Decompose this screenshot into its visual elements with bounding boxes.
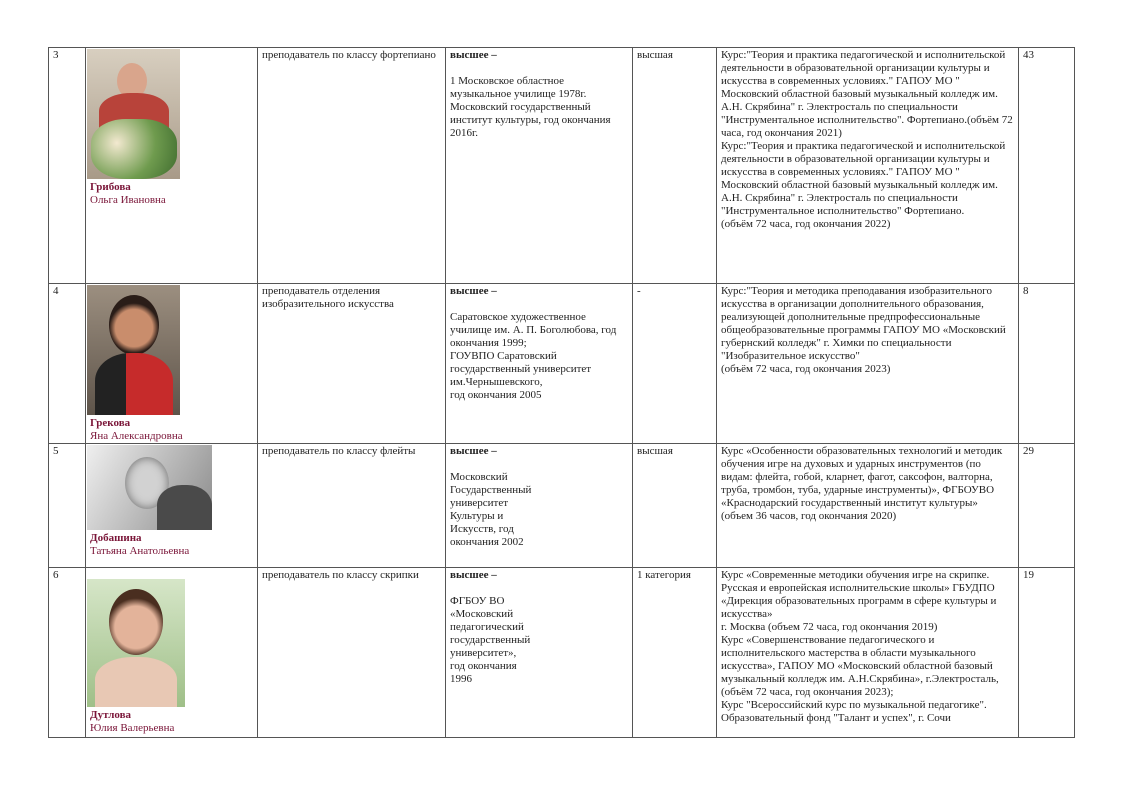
education-label: высшее – [450, 285, 497, 297]
teacher-first-name: Ольга Ивановна [90, 194, 166, 206]
education-cell [446, 284, 633, 444]
position-cell: преподаватель по классу скрипки [258, 568, 446, 738]
row-number: 3 [49, 48, 86, 284]
education-text: 1 Московское областное музыкальное училище 1978г. Московский государственный институт культуры, год окончания 2016г. [450, 75, 611, 139]
row-number: 6 [49, 568, 86, 738]
courses-cell: Курс «Современные методики обучения игре на скрипке. Русская и европейская исполнительские школы» ГБУДПО «Дирекция образовательных программ в сфере культуры и искусства» г. Москва (объем 72 часа, год окончания 2019) Курс «Совершенствование педагогического и исполнительского мастерства в области музыкального искусства», ГАПОУ МО «Московский областной базовый музыкальный колледж им. А.Н.Скрябина», г.Электросталь, (объём 72 часа, год окончания 2023); Курс "Всероссийский курс по музыкальной педагогике". Образовательный фонд "Талант и успех", г. Сочи [717, 568, 1019, 738]
education-text: Саратовское художественное училище им. А. П. Боголюбова, год окончания 1999; ГОУВПО Саратовский государственный университет им.Чернышевского, год окончания 2005 [450, 311, 617, 401]
teacher-cell [86, 284, 258, 444]
position-cell: преподаватель отделения изобразительного искусства [258, 284, 446, 444]
category-cell: высшая [633, 444, 717, 568]
teacher-last-name: Грекова [90, 417, 131, 429]
courses-cell: Курс «Особенности образовательных технологий и методик обучения игре на духовых и ударных инструментов (по видам: флейта, гобой, кларнет, фагот, саксофон, валторна, труба, тромбон, туба, ударные инструменты)», ФГБОУВО «Краснодарский государственный институт культуры» (объем 36 часов, год окончания 2020) [717, 444, 1019, 568]
position-cell: преподаватель по классу флейты [258, 444, 446, 568]
table-row [49, 444, 1075, 568]
experience-cell: 29 [1019, 444, 1075, 568]
staff-table [48, 47, 1075, 738]
teacher-first-name: Татьяна Анатольевна [90, 545, 190, 557]
teacher-last-name: Добашина [90, 532, 142, 544]
teacher-last-name: Грибова [90, 181, 131, 193]
education-label: высшее – [450, 445, 497, 457]
row-number: 4 [49, 284, 86, 444]
table-row [49, 284, 1075, 444]
experience-cell: 19 [1019, 568, 1075, 738]
experience-cell: 8 [1019, 284, 1075, 444]
education-label: высшее – [450, 49, 497, 61]
courses-cell: Курс:"Теория и методика преподавания изобразительного искусства в организации дополнительного образования, реализующей дополнительные предпрофессиональные общеобразовательные программы ГАПОУ МО «Московский губернский колледж" г. Химки по специальности "Изобразительное искусство" (объём 72 часа, год окончания 2023) [717, 284, 1019, 444]
teacher-cell [86, 568, 258, 738]
portrait-gribova-icon [87, 49, 180, 179]
teacher-first-name: Яна Александровна [90, 430, 183, 442]
category-cell: высшая [633, 48, 717, 284]
category-cell: - [633, 284, 717, 444]
education-label: высшее – [450, 569, 497, 581]
teacher-first-name: Юлия Валерьевна [90, 722, 175, 734]
education-text: Московский Государственный университет Культуры и Искусств, год окончания 2002 [450, 471, 532, 548]
portrait-dutlova-icon [87, 579, 185, 707]
position-cell: преподаватель по классу фортепиано [258, 48, 446, 284]
teacher-cell [86, 48, 258, 284]
education-text: ФГБОУ ВО «Московский педагогический государственный университет», год окончания 1996 [450, 595, 531, 685]
teacher-cell [86, 444, 258, 568]
portrait-grekova-icon [87, 285, 180, 415]
category-cell: 1 категория [633, 568, 717, 738]
education-cell [446, 48, 633, 284]
teacher-last-name: Дутлова [90, 709, 132, 721]
education-cell [446, 444, 633, 568]
courses-cell: Курс:"Теория и практика педагогической и исполнительской деятельности в образовательной организации культуры и искусства в современных условиях." ГАПОУ МО " Московский областной базовый музыкальный колледж им. А.Н. Скрябина" г. Электросталь по специальности "Инструментальное исполнительство". Фортепиано.(объём 72 часа, год окончания 2021) Курс:"Теория и практика педагогической и исполнительской деятельности в образовательной организации культуры и искусства в современных условиях." ГАПОУ МО " Московский областной базовый музыкальный колледж им. А.Н. Скрябина" г. Электросталь по специальности "Инструментальное исполнительство" Фортепиано. (объём 72 часа, год окончания 2022) [717, 48, 1019, 284]
experience-cell: 43 [1019, 48, 1075, 284]
table-row [49, 568, 1075, 738]
table-row [49, 48, 1075, 284]
portrait-dobashina-icon [87, 445, 212, 530]
row-number: 5 [49, 444, 86, 568]
education-cell [446, 568, 633, 738]
